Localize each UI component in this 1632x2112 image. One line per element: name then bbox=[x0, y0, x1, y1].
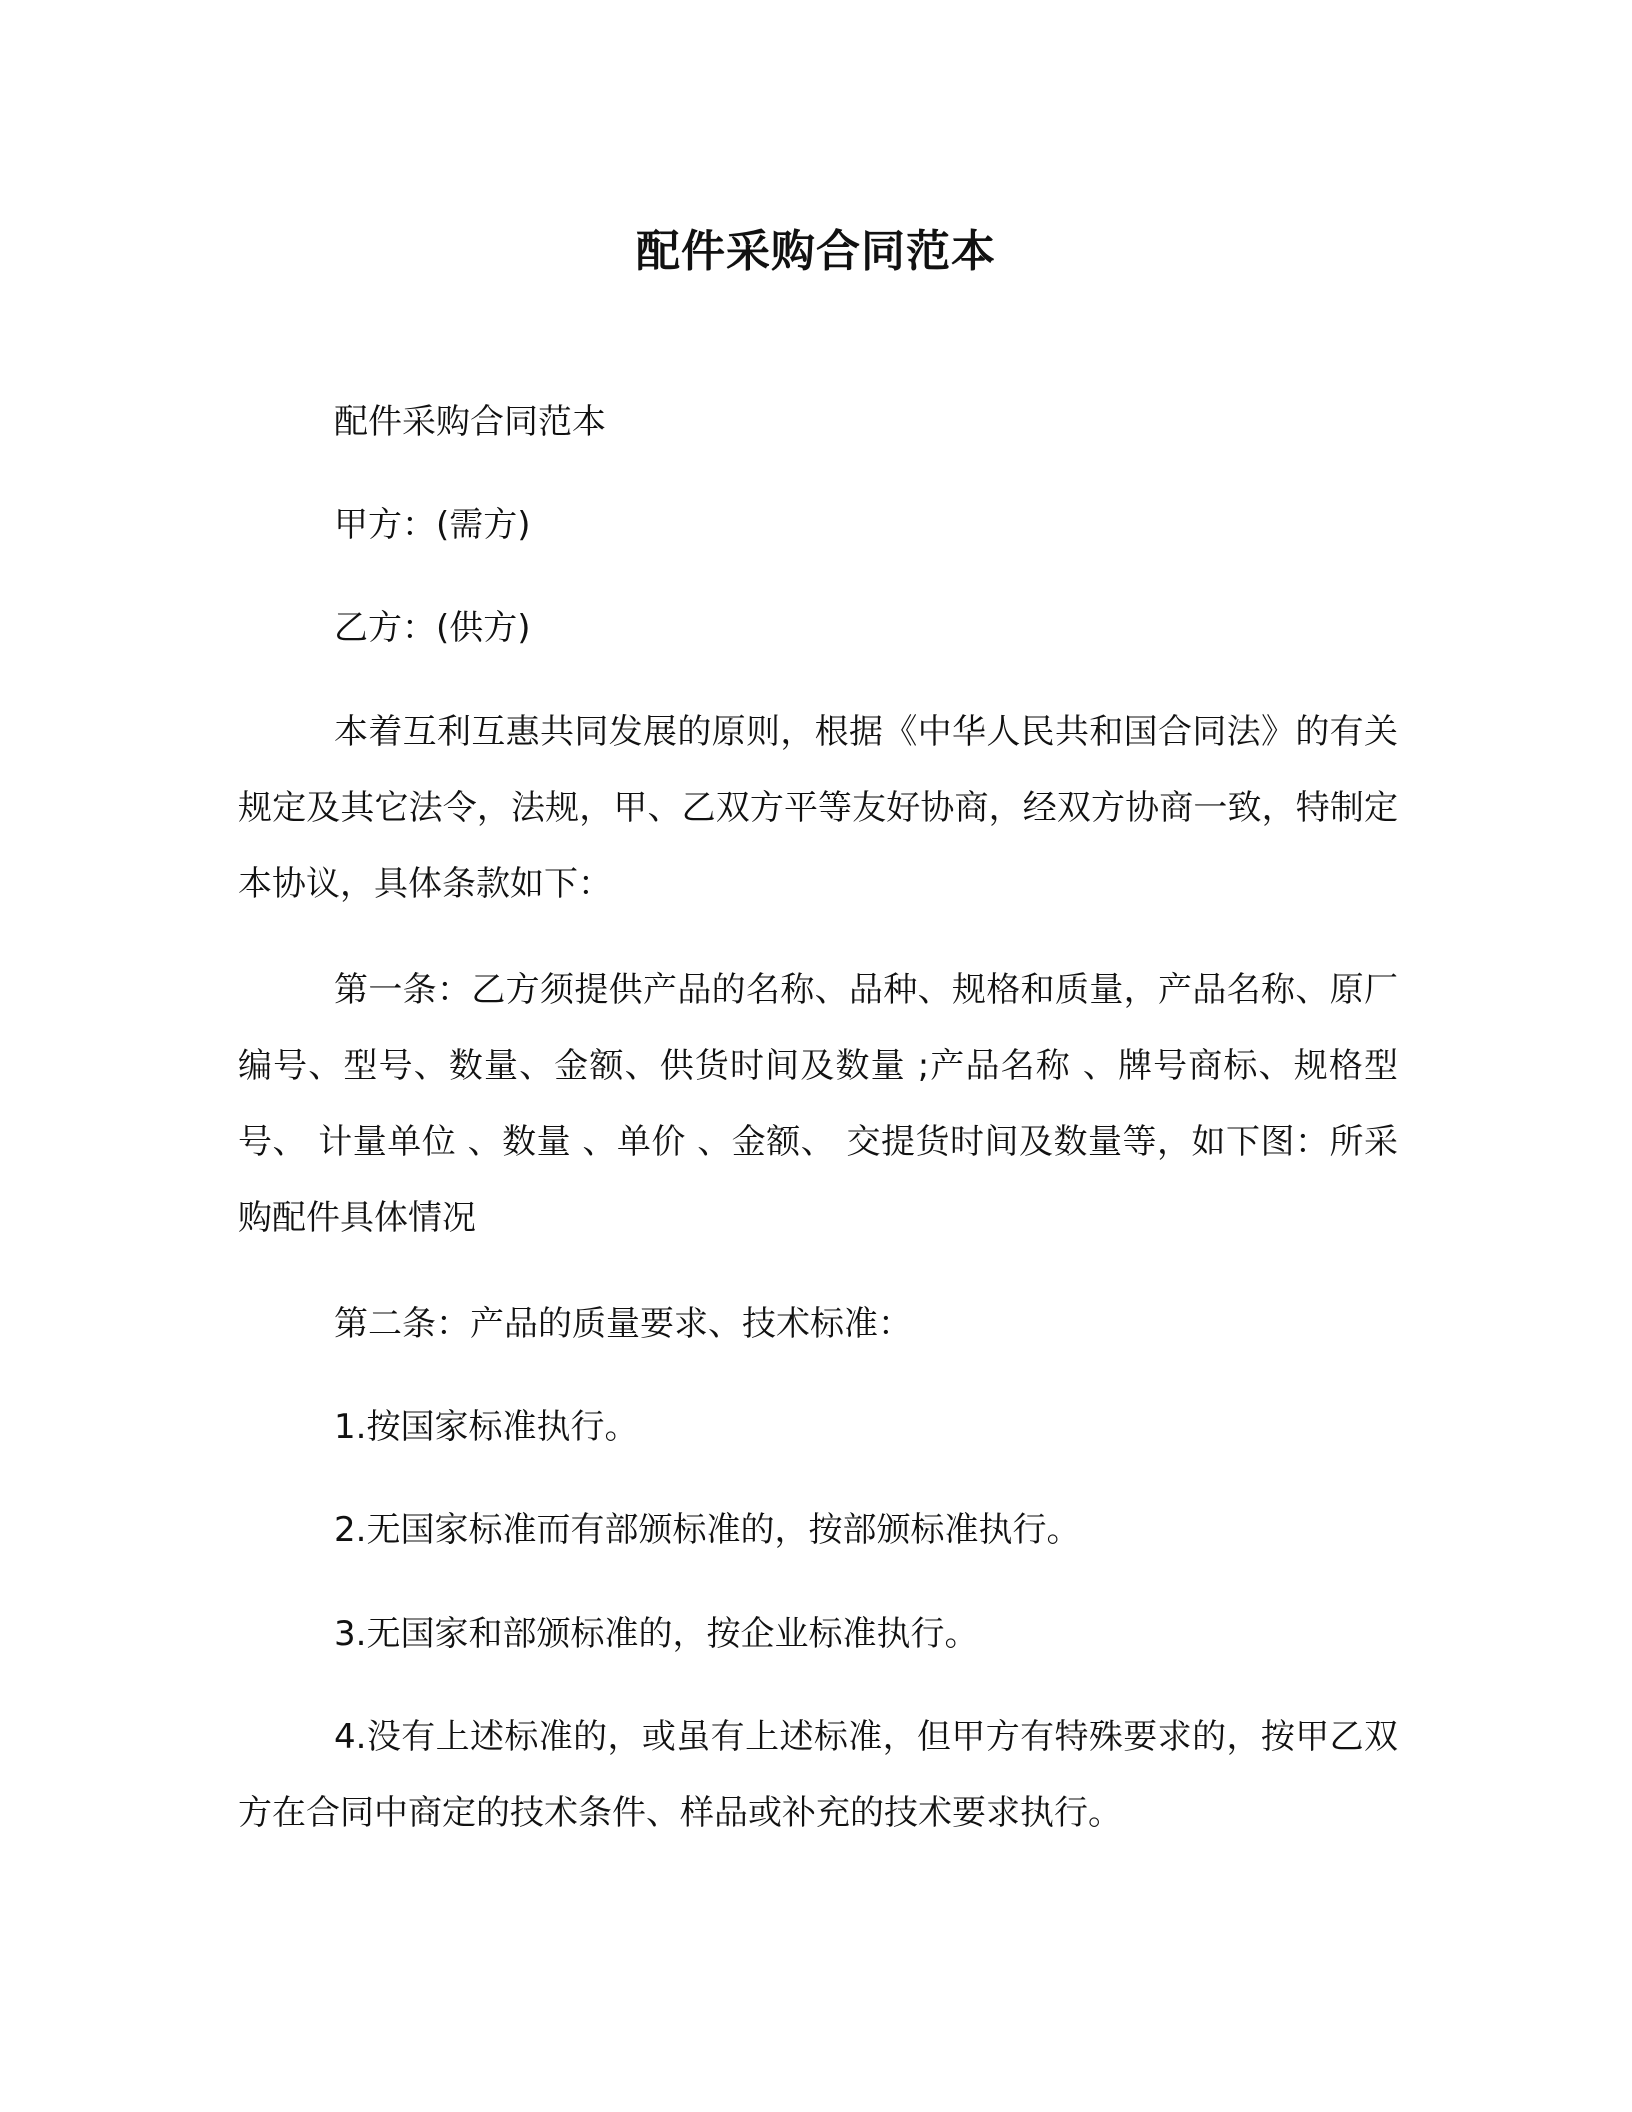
document-title: 配件采购合同范本 bbox=[636, 226, 996, 277]
party-a-line: 甲方：(需方) bbox=[334, 505, 531, 545]
standard-item-2: 2.无国家标准而有部颁标准的，按部颁标准执行。 bbox=[334, 1510, 1081, 1550]
document-subtitle: 配件采购合同范本 bbox=[334, 402, 606, 442]
standard-item-1: 1.按国家标准执行。 bbox=[334, 1407, 639, 1447]
standard-item-3: 3.无国家和部颁标准的，按企业标准执行。 bbox=[334, 1614, 979, 1654]
standard-item-4: 4.没有上述标准的，或虽有上述标准，但甲方有特殊要求的，按甲乙双方在合同中商定的技术条件、样品或补充的技术要求执行。 bbox=[238, 1717, 1398, 1833]
article-2-heading: 第二条：产品的质量要求、技术标准： bbox=[334, 1304, 912, 1344]
intro-paragraph: 本着互利互惠共同发展的原则，根据《中华人民共和国合同法》的有关规定及其它法令，法规，甲、乙双方平等友好协商，经双方协商一致，特制定本协议，具体条款如下： bbox=[238, 712, 1398, 904]
article-1-paragraph: 第一条：乙方须提供产品的名称、品种、规格和质量，产品名称、原厂编号、型号、数量、金额、供货时间及数量 ;产品名称 、牌号商标、规格型号、 计量单位 、数量 、单价 、金额、 交提货时间及数量等，如下图：所采购配件具体情况 bbox=[238, 970, 1398, 1238]
party-b-line: 乙方：(供方) bbox=[334, 608, 531, 648]
